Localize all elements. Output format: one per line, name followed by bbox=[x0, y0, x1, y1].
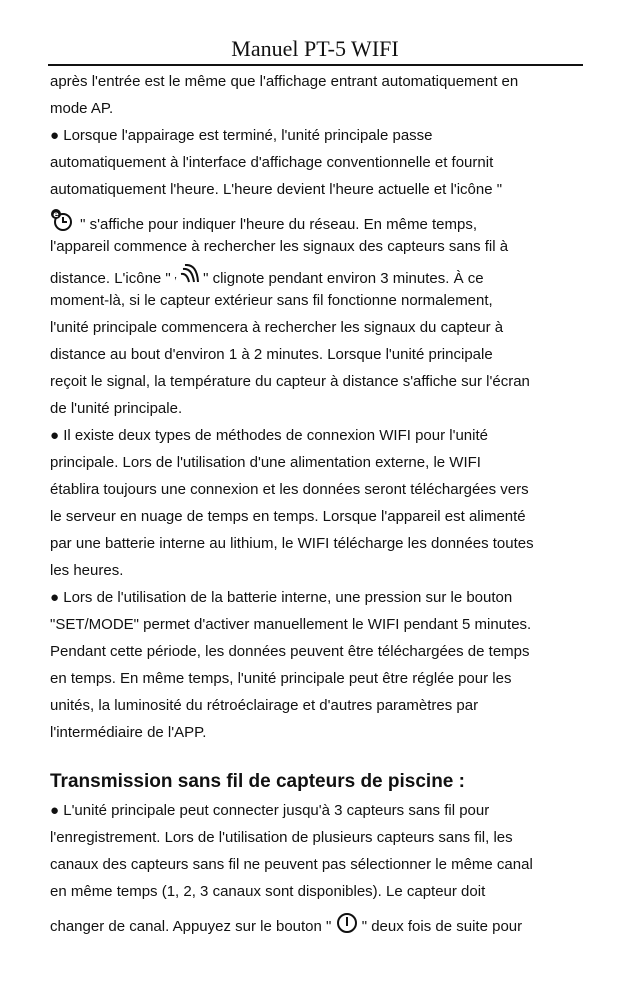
text-line: distance au bout d'environ 1 à 2 minutes. Lorsque l'unité principale bbox=[50, 346, 493, 363]
text-line: automatiquement à l'interface d'affichage conventionnelle et fournit bbox=[50, 154, 494, 171]
text-line-with-icon bbox=[50, 912, 585, 937]
power-button-icon bbox=[336, 912, 358, 934]
section-heading: Transmission sans fil de capteurs de piscine : bbox=[50, 771, 465, 792]
header-rule bbox=[48, 64, 583, 66]
text-line: l'enregistrement. Lors de l'utilisation de plusieurs capteurs sans fil, les bbox=[50, 829, 513, 846]
text-segment: " clignote pendant environ 3 minutes. À ce bbox=[203, 270, 484, 287]
text-segment: distance. L'icône " bbox=[50, 270, 171, 287]
text-line-with-icon bbox=[50, 208, 585, 235]
text-line: moment-là, si le capteur extérieur sans fil fonctionne normalement, bbox=[50, 292, 493, 309]
text-line: les heures. bbox=[50, 562, 124, 579]
text-line: après l'entrée est le même que l'affichage entrant automatiquement en bbox=[50, 73, 519, 90]
text-line: ● Il existe deux types de méthodes de connexion WIFI pour l'unité bbox=[50, 427, 488, 444]
page-header-title: Manuel PT-5 WIFI bbox=[231, 36, 399, 61]
text-line: "SET/MODE" permet d'activer manuellement le WIFI pendant 5 minutes. bbox=[50, 616, 532, 633]
text-line: l'unité principale commencera à rechercher les signaux du capteur à bbox=[50, 319, 504, 336]
text-line: en même temps (1, 2, 3 canaux sont disponibles). Le capteur doit bbox=[50, 883, 486, 900]
text-segment: " s'affiche pour indiquer l'heure du réseau. En même temps, bbox=[80, 216, 477, 233]
text-line: en temps. En même temps, l'unité principale peut être réglée pour les bbox=[50, 670, 512, 687]
text-segment: changer de canal. Appuyez sur le bouton " bbox=[50, 918, 332, 935]
text-line: ● L'unité principale peut connecter jusqu'à 3 capteurs sans fil pour bbox=[50, 802, 490, 819]
text-segment: " deux fois de suite pour bbox=[361, 918, 523, 935]
text-line: l'appareil commence à rechercher les signaux des capteurs sans fil à bbox=[50, 238, 509, 255]
text-line: mode AP. bbox=[50, 100, 114, 117]
text-line: Pendant cette période, les données peuvent être téléchargées de temps bbox=[50, 643, 530, 660]
text-line: établira toujours une connexion et les données seront téléchargées vers bbox=[50, 481, 529, 498]
svg-text:e: e bbox=[53, 210, 59, 219]
text-line: ● Lors de l'utilisation de la batterie interne, une pression sur le bouton bbox=[50, 589, 513, 606]
text-line: automatiquement l'heure. L'heure devient l'heure actuelle et l'icône " bbox=[50, 181, 503, 198]
text-line-with-icon bbox=[50, 264, 585, 289]
text-line: ● Lorsque l'appairage est terminé, l'unité principale passe bbox=[50, 127, 433, 144]
text-line: par une batterie interne au lithium, le WIFI télécharge les données toutes bbox=[50, 535, 534, 552]
wireless-signal-icon bbox=[175, 264, 199, 286]
text-line: de l'unité principale. bbox=[50, 400, 183, 417]
text-line: l'intermédiaire de l'APP. bbox=[50, 724, 207, 741]
text-line: reçoit le signal, la température du capteur à distance s'affiche sur l'écran bbox=[50, 373, 530, 390]
text-line: unités, la luminosité du rétroéclairage et d'autres paramètres par bbox=[50, 697, 479, 714]
network-clock-icon bbox=[50, 208, 76, 232]
text-line: principale. Lors de l'utilisation d'une alimentation externe, le WIFI bbox=[50, 454, 481, 471]
text-line: le serveur en nuage de temps en temps. Lorsque l'appareil est alimenté bbox=[50, 508, 526, 525]
text-line: canaux des capteurs sans fil ne peuvent pas sélectionner le même canal bbox=[50, 856, 533, 873]
